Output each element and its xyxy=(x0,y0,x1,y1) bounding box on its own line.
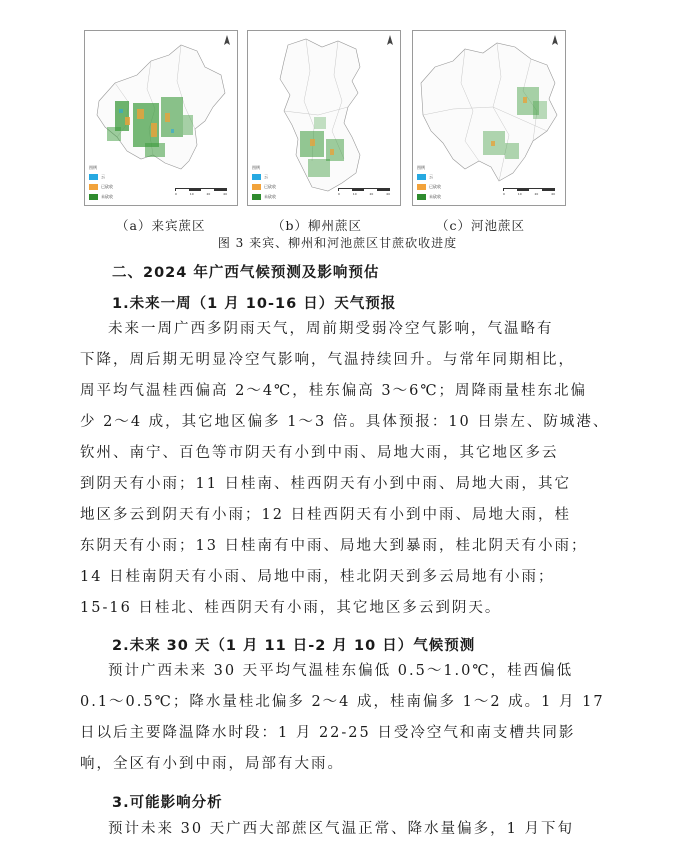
scale-tick: 20 xyxy=(534,192,539,196)
figure-title: 图 3 来宾、柳州和河池蔗区甘蔗砍收进度 xyxy=(217,236,458,250)
legend-title: 图例 xyxy=(252,165,260,170)
legend-swatch xyxy=(252,194,261,200)
legend-label: 未砍收 xyxy=(101,194,113,199)
map-legend xyxy=(89,165,113,202)
legend-swatch xyxy=(417,174,426,180)
legend-item xyxy=(417,192,441,202)
figure-3 xyxy=(84,30,574,210)
scale-tick: 40 xyxy=(223,192,227,196)
scale-tick: 10 xyxy=(352,192,357,196)
north-arrow-icon xyxy=(386,35,394,47)
scale-bar xyxy=(175,188,227,198)
scale-tick: 0 xyxy=(175,192,177,196)
map-hechi xyxy=(412,30,566,206)
legend-label: 未砍收 xyxy=(429,194,441,199)
text-line: 响，全区有小到中雨，局部有大雨。 xyxy=(80,756,344,772)
legend-item xyxy=(252,192,276,202)
legend-item xyxy=(252,172,276,182)
legend-item xyxy=(417,182,441,192)
legend-label: 云 xyxy=(101,174,105,179)
text-line: 未来一周广西多阴雨天气，周前期受弱冷空气影响，气温略有 xyxy=(108,321,554,337)
section-heading: 二、2024 年广西气候预测及影响预估 xyxy=(112,265,380,281)
legend-title: 图例 xyxy=(89,165,97,170)
text-line: 0.1～0.5℃；降水量桂北偏多 2～4 成，桂南偏多 1～2 成。1 月 17 xyxy=(80,694,605,710)
scale-tick: 40 xyxy=(551,192,555,196)
legend-item xyxy=(89,182,113,192)
map-liuzhou xyxy=(247,30,401,206)
scale-tick: 40 xyxy=(386,192,390,196)
panel-caption-c: （c）河池蔗区 xyxy=(436,218,526,233)
legend-label: 云 xyxy=(264,174,268,179)
text-line: 下降，周后期无明显冷空气影响，气温持续回升。与常年同期相比， xyxy=(80,352,575,368)
text-line: 地区多云到阴天有小雨；12 日桂西阴天有小到中雨、局地大雨，桂 xyxy=(80,507,572,523)
legend-label: 云 xyxy=(429,174,433,179)
text-line: 预计广西未来 30 天平均气温桂东偏低 0.5～1.0℃，桂西偏低 xyxy=(108,663,574,679)
legend-item xyxy=(89,192,113,202)
legend-item xyxy=(89,172,113,182)
map-legend xyxy=(252,165,276,202)
legend-label: 已砍收 xyxy=(429,184,441,189)
legend-swatch xyxy=(89,174,98,180)
text-line: 周平均气温桂西偏高 2～4℃，桂东偏高 3～6℃；周降雨量桂东北偏 xyxy=(80,383,588,399)
paragraph-30day-forecast xyxy=(80,656,605,780)
text-line: 14 日桂南阴天有小雨、局地中雨，桂北阴天到多云局地有小雨； xyxy=(80,569,555,585)
legend-item xyxy=(252,182,276,192)
subsection-heading-1: 1.未来一周（1 月 10-16 日）天气预报 xyxy=(112,296,397,312)
legend-item xyxy=(417,172,441,182)
legend-title: 图例 xyxy=(417,165,425,170)
scale-tick: 10 xyxy=(517,192,522,196)
panel-caption-a: （a）来宾蔗区 xyxy=(116,218,206,233)
text-line: 预计未来 30 天广西大部蔗区气温正常、降水量偏多，1 月下旬 xyxy=(108,821,575,837)
paragraph-impact-analysis xyxy=(80,814,580,845)
legend-swatch xyxy=(252,184,261,190)
panel-caption-b: （b）柳州蔗区 xyxy=(272,218,363,233)
legend-label: 已砍收 xyxy=(101,184,113,189)
legend-label: 未砍收 xyxy=(264,194,276,199)
text-line: 少 2～4 成，其它地区偏多 1～3 倍。具体预报：10 日崇左、防城港、 xyxy=(80,414,610,430)
legend-swatch xyxy=(89,194,98,200)
text-line: 钦州、南宁、百色等市阴天有小到中雨、局地大雨，其它地区多云 xyxy=(80,445,559,461)
legend-swatch xyxy=(417,194,426,200)
legend-swatch xyxy=(417,184,426,190)
scale-tick: 0 xyxy=(503,192,505,196)
north-arrow-icon xyxy=(551,35,559,47)
scale-tick: 20 xyxy=(206,192,211,196)
legend-swatch xyxy=(89,184,98,190)
text-line: 15-16 日桂北、桂西阴天有小雨，其它地区多云到阴天。 xyxy=(80,600,502,616)
scale-bar xyxy=(338,188,390,198)
legend-label: 已砍收 xyxy=(264,184,276,189)
panel-captions xyxy=(84,216,574,232)
paragraph-weekly-forecast xyxy=(80,314,610,624)
subsection-heading-3: 3.可能影响分析 xyxy=(112,795,223,811)
subsection-heading-2: 2.未来 30 天（1 月 11 日-2 月 10 日）气候预测 xyxy=(112,638,476,654)
scale-tick: 10 xyxy=(189,192,194,196)
scale-bar xyxy=(503,188,555,198)
north-arrow-icon xyxy=(223,35,231,47)
scale-tick: 20 xyxy=(369,192,374,196)
text-line: 到阴天有小雨；11 日桂南、桂西阴天有小到中雨、局地大雨，其它 xyxy=(80,476,572,492)
text-line: 日以后主要降温降水时段：1 月 22-25 日受冷空气和南支槽共同影 xyxy=(80,725,576,741)
text-line: 东阴天有小雨；13 日桂南有中雨、局地大到暴雨，桂北阴天有小雨； xyxy=(80,538,588,554)
scale-tick: 0 xyxy=(338,192,340,196)
map-laibin xyxy=(84,30,238,206)
legend-swatch xyxy=(252,174,261,180)
map-legend xyxy=(417,165,441,202)
